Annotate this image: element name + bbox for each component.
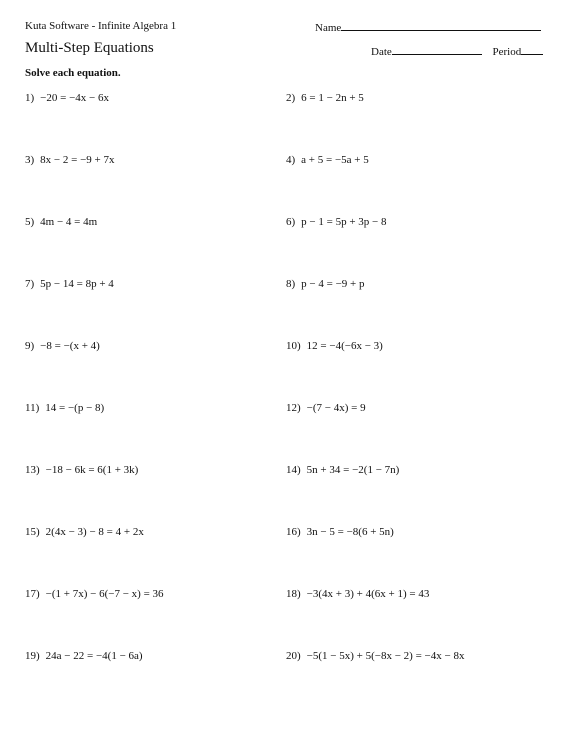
problem-20 [286,650,464,662]
problem-equation: p − 4 = −9 + p [301,278,365,290]
problem-number: 15) [25,526,40,538]
problem-number: 10) [286,340,301,352]
problem-number: 17) [25,588,40,600]
problem-equation: −3(4x + 3) + 4(6x + 1) = 43 [306,588,430,600]
date-blank[interactable] [392,44,482,55]
problem-equation: 2(4x − 3) − 8 = 4 + 2x [45,526,144,538]
problem-2 [286,92,364,104]
problem-number: 1) [25,92,35,104]
problem-4 [286,154,369,166]
problem-equation: 6 = 1 − 2n + 5 [301,92,364,104]
problem-15 [25,526,144,538]
problem-equation: 14 = −(p − 8) [45,402,105,414]
problem-9 [25,340,100,352]
problem-number: 4) [286,154,296,166]
problem-number: 16) [286,526,301,538]
problem-number: 3) [25,154,35,166]
problem-number: 7) [25,278,35,290]
problem-11 [25,402,104,414]
problem-equation: 5p − 14 = 8p + 4 [40,278,114,290]
problem-6 [286,216,387,228]
problem-18 [286,588,429,600]
problem-14 [286,464,399,476]
problem-number: 11) [25,402,40,414]
problem-number: 20) [286,650,301,662]
problem-number: 5) [25,216,35,228]
problem-number: 19) [25,650,40,662]
date-label: Date [371,46,392,58]
problem-number: 9) [25,340,35,352]
problem-equation: 5n + 34 = −2(1 − 7n) [306,464,400,476]
problem-16 [286,526,394,538]
name-blank[interactable] [341,20,541,31]
problem-equation: 3n − 5 = −8(6 + 5n) [306,526,394,538]
problem-number: 18) [286,588,301,600]
problem-equation: −5(1 − 5x) + 5(−8x − 2) = −4x − 8x [306,650,465,662]
period-blank[interactable] [521,44,543,55]
instructions: Solve each equation. [25,67,121,79]
course-title: Kuta Software - Infinite Algebra 1 [25,20,177,32]
problem-12 [286,402,366,414]
problem-equation: −8 = −(x + 4) [40,340,100,352]
problem-number: 14) [286,464,301,476]
problem-equation: a + 5 = −5a + 5 [301,154,369,166]
name-field[interactable] [315,20,541,34]
problem-equation: 24a − 22 = −4(1 − 6a) [45,650,143,662]
worksheet-title: Multi-Step Equations [25,40,154,56]
problem-equation: 8x − 2 = −9 + 7x [40,154,115,166]
problem-1 [25,92,109,104]
problem-equation: −18 − 6k = 6(1 + 3k) [45,464,139,476]
problem-equation: −20 = −4x − 6x [40,92,109,104]
problem-8 [286,278,365,290]
problem-3 [25,154,115,166]
problem-number: 13) [25,464,40,476]
problem-equation: −(1 + 7x) − 6(−7 − x) = 36 [45,588,164,600]
problem-7 [25,278,114,290]
problem-number: 8) [286,278,296,290]
date-period-fields[interactable] [371,44,543,58]
problem-equation: 12 = −4(−6x − 3) [306,340,383,352]
problem-number: 2) [286,92,296,104]
problem-number: 6) [286,216,296,228]
problem-19 [25,650,143,662]
name-label: Name [315,22,342,34]
problem-5 [25,216,97,228]
problem-equation: −(7 − 4x) = 9 [306,402,366,414]
problem-17 [25,588,164,600]
problem-13 [25,464,138,476]
period-label: Period [492,46,522,58]
problem-equation: p − 1 = 5p + 3p − 8 [301,216,387,228]
problem-equation: 4m − 4 = 4m [40,216,98,228]
problem-10 [286,340,383,352]
problem-number: 12) [286,402,301,414]
